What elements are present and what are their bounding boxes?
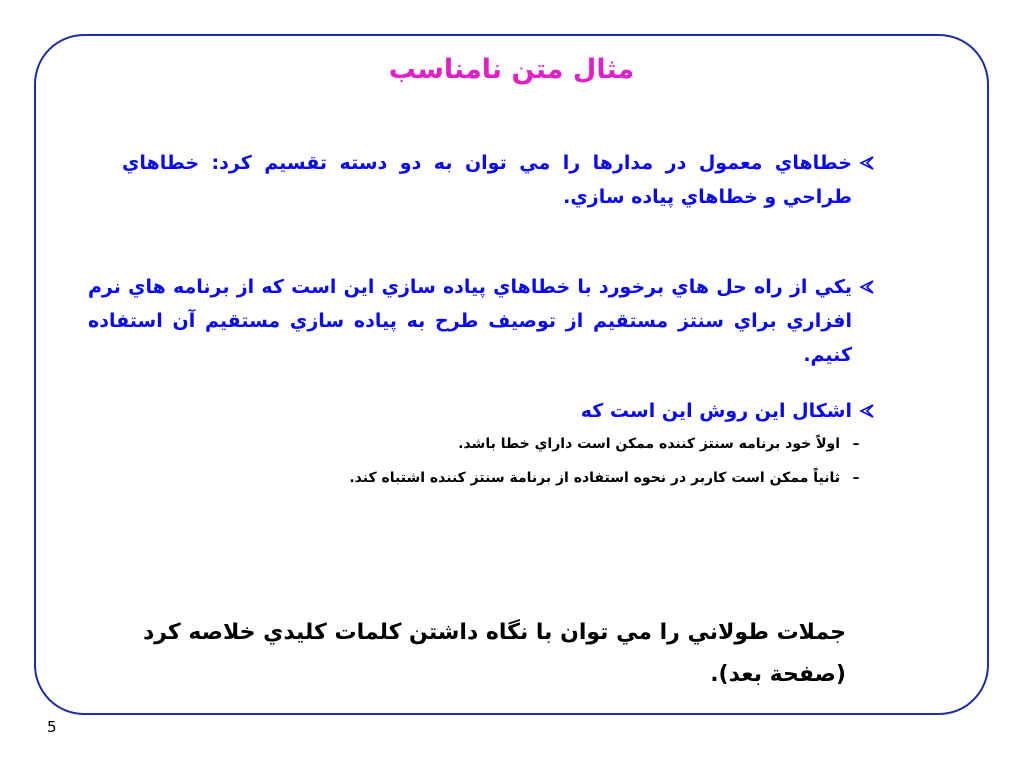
bullet-item [122,146,852,214]
sub-bullet-item [349,468,860,488]
sub-bullet-text: ثانياً ممكن است كاربر در نحوه استفاده از برنامة سنتز كننده اشتباه كند. [349,470,840,486]
sub-bullet-item [458,434,860,454]
bullet-item [540,394,852,428]
page-number: 5 [47,718,57,736]
arrow-bullet-icon [858,270,876,304]
bullet-item [88,270,852,372]
slide-title: مثال متن نامناسب [388,54,635,85]
bullet-text: خطاهاي معمول در مدارها را مي توان به دو دسته تقسيم كرد: خطاهاي طراحي و خطاهاي پياده سازي. [122,152,852,208]
arrow-bullet-icon [858,394,876,428]
summary-note: جملات طولاني را مي توان با نگاه داشتن كلمات كليدي خلاصه كرد (صفحة بعد). [142,620,846,687]
bullet-text: يكي از راه حل هاي برخورد با خطاهاي پياده سازي اين است كه از برنامه هاي نرم افزاري براي سنتز مستقيم از توصيف طرح به پياده سازي مستقيم آن استفاده كنيم. [88,276,852,366]
sub-bullet-marker: – [852,470,860,486]
sub-bullet-text: اولاً خود برنامه سنتز كننده ممكن است داراي خطا باشد. [458,436,840,452]
arrow-bullet-icon [858,146,876,180]
sub-bullet-marker: – [852,436,860,452]
bullet-text: اشكال اين روش اين است كه [580,400,852,422]
